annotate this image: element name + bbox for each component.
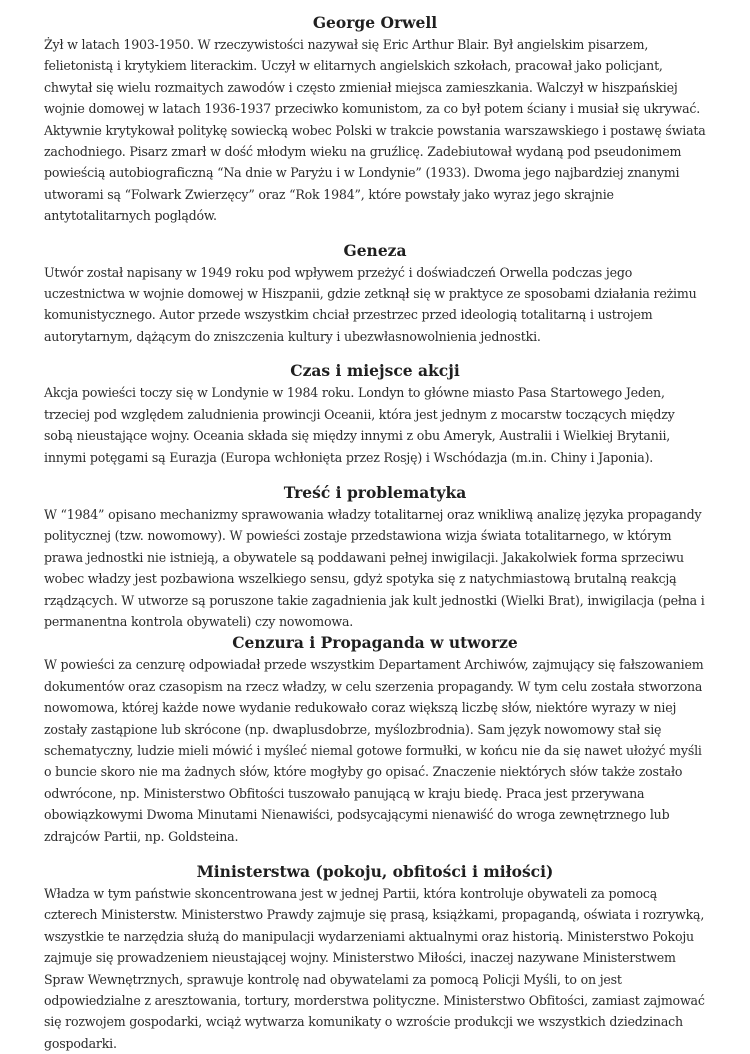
section-title: Czas i miejsce akcji <box>290 361 460 381</box>
section-body: W “1984” opisano mechanizmy sprawowania władzy totalitarnej oraz wnikliwą analizę języka propagandy politycznej (tzw. nowomowy). W powieści zostaje przedstawiona wizja świata totalitarnego, w którym prawa jednostki nie istnieją, a obywatele są poddawani pełnej inwigilacji. Jakakolwiek forma sprzeciwu wobec władzy jest pozbawiona wszelkiego sensu, gdyż spotyka się z natychmiastową brutalną reakcją rządzących. W utworze są poruszone takie zagadnienia jak kult jednostki (Wielki Brat), inwigilacja (pełna i permanentna kontrola obywateli) czy nowomowa. <box>44 506 705 629</box>
section-body: Akcja powieści toczy się w Londynie w 1984 roku. Londyn to główne miasto Pasa Startowego Jeden, trzeciej pod względem zaludnienia prowincji Oceanii, która jest jednym z mocarstw toczących między sobą nieustające wojny. Oceania składa się między innymi z obu Ameryk, Australii i Wielkiej Brytanii, innymi potęgami są Eurazja (Europa wchłonięta przez Rosję) i Wschódazja (m.in. Chiny i Japonia). <box>44 385 675 465</box>
section-tresc-i-problematyka <box>44 482 706 632</box>
section-czas-i-miejsce-akcji <box>44 360 706 468</box>
section-george-orwell <box>44 12 706 227</box>
section-body: W powieści za cenzurę odpowiadał przede wszystkim Departament Archiwów, zajmujący się fałszowaniem dokumentów oraz czasopism na rzecz władzy, w celu szerzenia propagandy. W tym celu została stworzona nowomowa, której każde nowe wydanie redukowało coraz większą liczbę słów, niektóre wyrazy w niej zostały zastąpione lub skrócone (np. dwaplusdobrze, myślozbrodnia). Sam język nowomowy stał się schematyczny, ludzie mieli mówić i myśleć niemal gotowe formułki, w końcu nie da się nawet ułożyć myśli o buncie skoro nie ma żadnych słów, które mogłyby go opisać. Znaczenie niektórych słów także zostało odwrócone, np. Ministerstwo Obfitości tuszowało panującą w kraju biedę. Praca jest przerywana obowiązkowymi Dwoma Minutami Nienawiści, podsycającymi nienawiść do wroga zewnętrznego lub zdrajców Partii, np. Goldsteina. <box>44 657 704 844</box>
section-title: George Orwell <box>312 13 438 32</box>
section-title: Geneza <box>343 240 407 260</box>
section-title: Treść i problematyka <box>283 482 467 502</box>
section-body: Władza w tym państwie skoncentrowana jest w jednej Partii, która kontroluje obywateli za pomocą czterech Ministerstw. Ministerstwo Prawdy zajmuje się prasą, książkami, propagandą, oświata i rozrywką, wszystkie te narzędzia służą do manipulacji wydarzeniami aktualnymi oraz historią. Ministerstwo Pokoju zajmuje się prowadzeniem nieustającej wojny. Ministerstwo Miłości, inaczej nazywane Ministerstwem Spraw Wewnętrznych, sprawuje kontrolę nad obywatelami za pomocą Policji Myśli, to on jest odpowiedzialne z aresztowania, tortury, morderstwa polityczne. Ministerstwo Obfitości, zamiast zajmować się rozwojem gospodarki, wciąż wytwarza komunikaty o wzroście produkcji we wszystkich dziedzinach gospodarki. <box>44 886 705 1051</box>
section-body: Żył w latach 1903-1950. W rzeczywistości nazywał się Eric Arthur Blair. Był angielskim pisarzem, felietonistą i krytykiem literackim. Uczył w elitarnych angielskich szkołach, pracował jako policjant, chwytał się wielu rozmaitych zawodów i często zmieniał miejsca zamieszkania. Walczył w hiszpańskiej wojnie domowej w latach 1936-1937 przeciwko komunistom, za co był potem ściany i musiał się ukrywać. Aktywnie krytykował politykę sowiecką wobec Polski w trakcie powstania warszawskiego i postawę świata zachodniego. Pisarz zmarł w dość młodym wieku na gruźlicę. Zadebiutował wydaną pod pseudonimem powieścią autobiograficzną “Na dnie w Paryżu i w Londynie” (1933). Dwoma jego najbardziej znanymi utworami są “Folwark Zwierzęcy” oraz “Rok 1984”, które powstały jako wyraz jego skrajnie antytotalitarnych poglądów. <box>44 37 706 224</box>
section-ministerstwa <box>44 861 706 1054</box>
section-cenzura-i-propaganda <box>44 632 706 847</box>
section-geneza <box>44 240 706 348</box>
document-page <box>44 12 706 1054</box>
section-title: Ministerstwa (pokoju, obfitości i miłości) <box>196 862 554 881</box>
section-title: Cenzura i Propaganda w utworze <box>232 633 518 653</box>
section-body: Utwór został napisany w 1949 roku pod wpływem przeżyć i doświadczeń Orwella podczas jego uczestnictwa w wojnie domowej w Hiszpanii, gdzie zetknął się w praktyce ze sposobami działania reżimu komunistycznego. Autor przede wszystkim chciał przestrzec przed ideologią totalitarną i ustrojem autorytarnym, dążącym do zniszczenia kultury i ubezwłasnowolnienia jednostki. <box>44 264 697 344</box>
